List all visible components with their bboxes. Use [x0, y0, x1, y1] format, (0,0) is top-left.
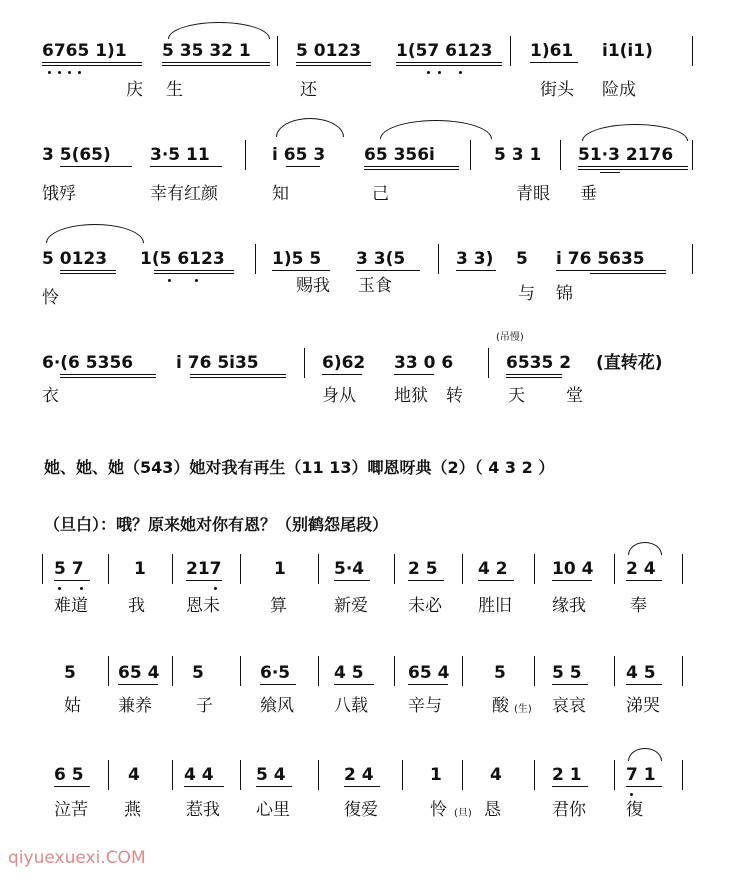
underline	[60, 374, 156, 375]
note-group: 6)62	[322, 353, 366, 373]
note-group: 4	[128, 765, 140, 785]
barline	[172, 656, 173, 686]
lyric: 辛与	[408, 696, 442, 716]
lyric: 算	[270, 596, 287, 616]
barline	[318, 760, 319, 790]
barline	[682, 554, 683, 584]
lyric: 我	[128, 596, 145, 616]
underline	[190, 374, 286, 375]
lyric: 锦	[556, 284, 573, 304]
underline	[334, 580, 370, 581]
barline	[394, 554, 395, 584]
spoken-line: 她、她、她（543）她对我有再生（11 13）唧恩呀典（2）（ 4 3 2 ）	[44, 458, 555, 477]
octave-dot	[48, 71, 51, 74]
lyric: 惹我	[186, 800, 220, 820]
underline	[552, 580, 592, 581]
lyric: 怜	[42, 288, 59, 308]
note-group: i 76 5i35	[176, 353, 259, 373]
underline	[556, 270, 666, 271]
note-group: 10 4	[552, 559, 594, 579]
note-group: 3 5(65)	[42, 145, 111, 165]
note-group: 5 5	[552, 663, 582, 683]
note-group: 3 3(5	[356, 249, 406, 269]
octave-dot	[168, 279, 171, 282]
octave-dot	[630, 793, 633, 796]
lyric: 飨风	[260, 696, 294, 716]
barline	[534, 656, 535, 686]
underline	[394, 374, 434, 375]
underline	[162, 65, 270, 66]
role-tag: (旦)	[454, 808, 472, 819]
barline	[318, 656, 319, 686]
underline	[162, 62, 270, 63]
barline	[108, 760, 109, 790]
lyric: 姑	[64, 696, 81, 716]
underline	[286, 166, 320, 167]
note-group: 5 0123	[296, 41, 362, 61]
underline	[184, 786, 224, 787]
note-group: 1	[430, 765, 442, 785]
barline	[318, 554, 319, 584]
underline	[408, 684, 448, 685]
note-group: 2 1	[552, 765, 582, 785]
lyric: 生	[166, 80, 183, 100]
note-group: 65 4	[118, 663, 160, 683]
lyric: 身从	[322, 386, 356, 406]
barline	[245, 140, 246, 170]
underline	[60, 166, 132, 167]
barline	[682, 656, 683, 686]
underline	[364, 169, 459, 170]
lyric: 垂	[580, 184, 597, 204]
underline	[552, 786, 588, 787]
lyric: 心里	[256, 800, 290, 820]
barline	[614, 656, 615, 686]
note-group: 1(57 6123	[396, 41, 493, 61]
lyric: 哀哀	[552, 696, 586, 716]
note-group: 5 3 1	[494, 145, 542, 165]
note-group: 33 0 6	[394, 353, 454, 373]
lyric: 庆	[126, 80, 143, 100]
octave-dot	[427, 71, 430, 74]
lyric: 酸	[492, 696, 509, 716]
barline	[255, 244, 256, 274]
octave-dot	[58, 71, 61, 74]
note-group: 7 1	[626, 765, 656, 785]
lyric: 涕哭	[626, 696, 660, 716]
lyric: 奉	[630, 596, 647, 616]
underline	[42, 62, 142, 63]
underline	[154, 273, 234, 274]
barline	[108, 554, 109, 584]
underline	[578, 169, 688, 170]
underline	[150, 166, 222, 167]
lyric: 君你	[552, 800, 586, 820]
note-group: 4 2	[478, 559, 508, 579]
barline	[304, 348, 305, 378]
barline	[470, 140, 471, 170]
underline	[626, 580, 662, 581]
underline	[506, 374, 562, 375]
lyric: 八载	[334, 696, 368, 716]
underline	[42, 65, 142, 66]
note-group: 3·5 11	[150, 145, 210, 165]
underline	[600, 172, 620, 173]
octave-dot	[214, 587, 217, 590]
dialog-line: （旦白）：哦？原来她对你有恩？（别鹤怨尾段）	[44, 515, 389, 534]
note-group: 6·(6 5356	[42, 353, 134, 373]
slur	[380, 120, 492, 139]
note-group: 1)5 5	[272, 249, 322, 269]
lyric: 復爱	[344, 800, 378, 820]
note-group: 6535 2	[506, 353, 572, 373]
underline	[118, 684, 158, 685]
slur	[582, 124, 688, 141]
note-group: 6765 1)1	[42, 41, 127, 61]
underline	[626, 684, 662, 685]
underline	[272, 270, 330, 271]
octave-dot	[78, 71, 81, 74]
underline	[590, 273, 666, 274]
note-group: 1	[274, 559, 286, 579]
octave-dot	[459, 71, 462, 74]
barline	[462, 656, 463, 686]
underline	[256, 786, 292, 787]
underline	[552, 684, 588, 685]
note-group: i 76 5635	[556, 249, 645, 269]
note-group: 5	[516, 249, 528, 269]
lyric: 转	[446, 386, 463, 406]
role-tag: (生)	[514, 704, 532, 715]
underline	[396, 62, 502, 63]
lyric: 幸有红颜	[150, 184, 218, 204]
note-group: 2 4	[344, 765, 374, 785]
tempo-annotation: (吊慢)	[496, 332, 524, 343]
site-watermark: qiyuexuexi.COM	[8, 848, 146, 868]
underline	[344, 786, 380, 787]
note-group: 65 4	[408, 663, 450, 683]
lyric: 泣苦	[54, 800, 88, 820]
underline	[296, 62, 371, 63]
lyric: 缘我	[552, 596, 586, 616]
octave-dot	[438, 71, 441, 74]
note-group: 6 5	[54, 765, 84, 785]
barline	[614, 554, 615, 584]
octave-dot	[195, 279, 198, 282]
note-group: i1(i1)	[602, 41, 653, 61]
lyric: 街头	[540, 80, 574, 100]
barline	[277, 36, 278, 66]
octave-dot	[68, 71, 71, 74]
note-group: 3 3)	[456, 249, 494, 269]
underline	[408, 580, 444, 581]
lyric: 饿殍	[42, 184, 76, 204]
slur	[168, 22, 270, 39]
slur	[628, 542, 662, 555]
underline	[626, 786, 662, 787]
lyric: 胜旧	[478, 596, 512, 616]
barline	[534, 760, 535, 790]
underline	[54, 580, 90, 581]
note-group: 4 5	[626, 663, 656, 683]
barline	[462, 760, 463, 790]
barline	[510, 36, 511, 66]
note-group: 217	[186, 559, 222, 579]
note-group: i 65 3	[272, 145, 326, 165]
note-group: 1(5 6123	[140, 249, 225, 269]
lyric: 怜	[430, 800, 447, 820]
underline	[364, 166, 459, 167]
note-group: 4 5	[334, 663, 364, 683]
underline	[186, 580, 222, 581]
note-group: 65 356i	[364, 145, 435, 165]
lyric: 还	[300, 80, 317, 100]
octave-dot	[58, 587, 61, 590]
note-group: 2 4	[626, 559, 656, 579]
barline	[692, 36, 693, 66]
underline	[456, 270, 496, 271]
note-group: 5·4	[334, 559, 365, 579]
barline	[172, 760, 173, 790]
lyric: 天	[508, 386, 525, 406]
slur	[628, 748, 662, 761]
underline	[60, 270, 116, 271]
barline	[682, 760, 683, 790]
underline	[296, 65, 371, 66]
barline	[692, 244, 693, 274]
lyric: 兼养	[118, 696, 152, 716]
lyric: 恩未	[186, 596, 220, 616]
underline	[154, 270, 234, 271]
lyric: 子	[196, 696, 213, 716]
barline	[394, 656, 395, 686]
barline	[172, 554, 173, 584]
lyric: 与	[518, 284, 535, 304]
underline	[260, 684, 296, 685]
underline	[54, 786, 90, 787]
barline	[560, 140, 561, 170]
underline	[478, 580, 514, 581]
underline	[506, 377, 562, 378]
underline	[190, 377, 286, 378]
lyric: 知	[272, 184, 289, 204]
note-group: 5 35 32 1	[162, 41, 251, 61]
note-group: 6·5	[260, 663, 291, 683]
underline	[530, 62, 578, 63]
barline	[402, 760, 403, 790]
note-group: 5	[192, 663, 204, 683]
lyric: 青眼	[516, 184, 550, 204]
lyric: 新爱	[334, 596, 368, 616]
note-group: 5 0123	[42, 249, 108, 269]
note-group: 51·3 2176	[578, 145, 674, 165]
barline	[438, 244, 439, 274]
barline	[488, 348, 489, 378]
slur	[46, 224, 144, 243]
lyric: 难道	[54, 596, 88, 616]
slur	[276, 118, 344, 137]
octave-dot	[80, 587, 83, 590]
barline	[614, 760, 615, 790]
lyric: 復	[626, 800, 643, 820]
barline	[534, 554, 535, 584]
lyric: 衣	[42, 386, 59, 406]
lyric: 恳	[484, 800, 501, 820]
barline	[462, 554, 463, 584]
underline	[396, 65, 502, 66]
lyric: 未必	[408, 596, 442, 616]
lyric: 己	[372, 184, 389, 204]
note-group: 5	[494, 663, 506, 683]
barline	[240, 760, 241, 790]
underline	[60, 273, 116, 274]
note-group: 5	[64, 663, 76, 683]
note-group: 1)61	[530, 41, 574, 61]
barline	[240, 656, 241, 686]
note-group: 5 4	[256, 765, 286, 785]
lyric: 地狱	[394, 386, 428, 406]
lyric: 堂	[566, 386, 583, 406]
underline	[356, 270, 420, 271]
underline	[322, 374, 362, 375]
barline	[240, 554, 241, 584]
note-group: 1	[134, 559, 146, 579]
lyric: 燕	[124, 800, 141, 820]
note-group: 2 5	[408, 559, 438, 579]
underline	[334, 684, 374, 685]
barline	[42, 554, 43, 584]
lyric: 玉食	[358, 276, 392, 296]
barline	[692, 140, 693, 170]
note-group: (直转花)	[596, 353, 663, 373]
note-group: 4 4	[184, 765, 214, 785]
underline	[578, 166, 688, 167]
lyric: 险成	[602, 80, 636, 100]
barline	[108, 656, 109, 686]
note-group: 5 7	[54, 559, 84, 579]
underline	[60, 377, 156, 378]
note-group: 4	[490, 765, 502, 785]
lyric: 赐我	[296, 276, 330, 296]
